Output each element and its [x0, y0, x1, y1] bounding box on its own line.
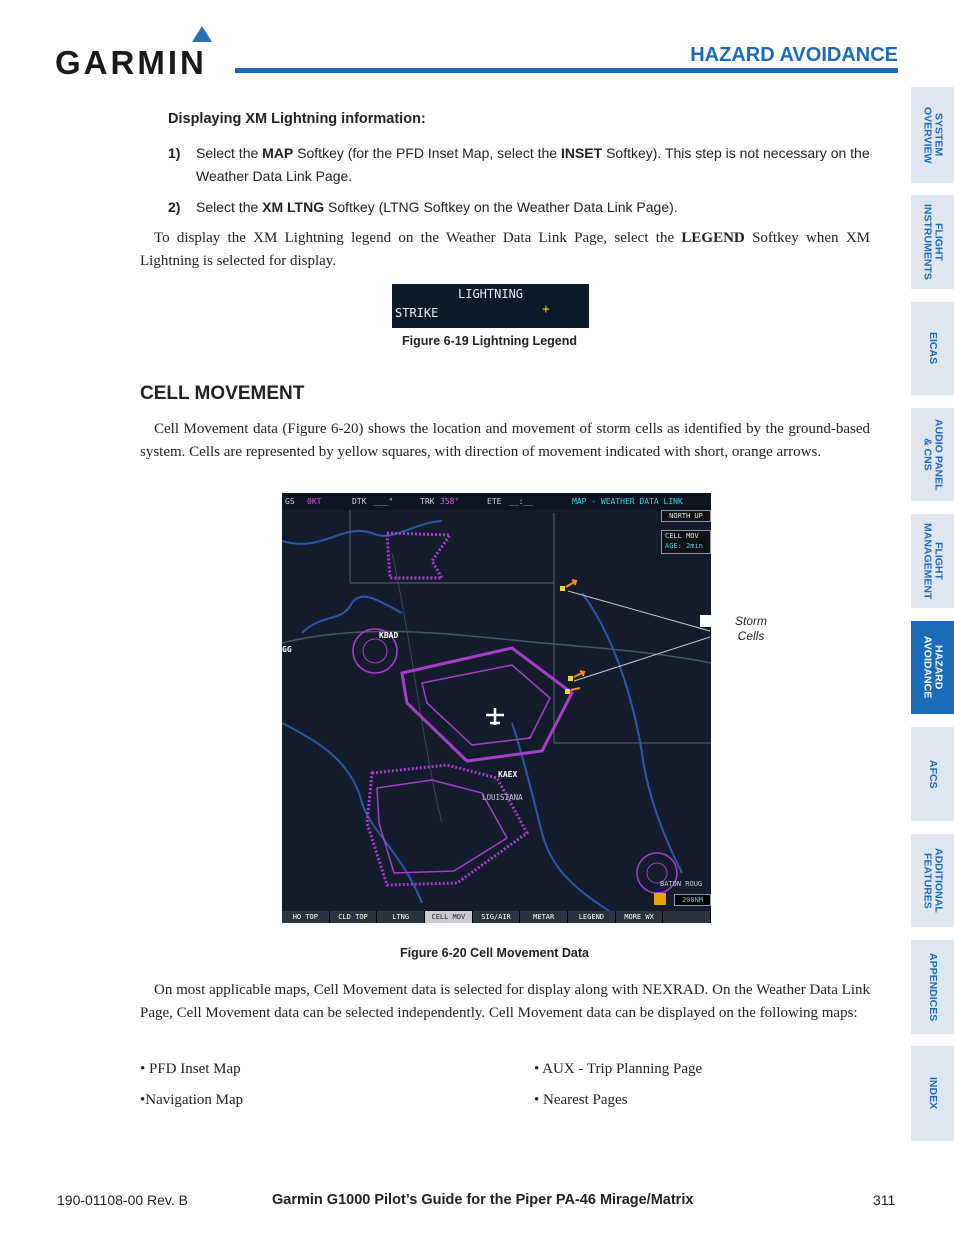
section-title: HAZARD AVOIDANCE — [690, 44, 898, 66]
ete-value: __:__ — [509, 497, 534, 506]
lightning-legend-figure — [392, 284, 589, 328]
tab-index[interactable] — [911, 1046, 954, 1141]
softkey-ho-top[interactable]: HO TOP — [282, 911, 329, 923]
dtk-value: ___° — [374, 497, 394, 506]
airport-label-gg: GG — [282, 645, 292, 654]
softkey-name: INSET — [560, 145, 603, 161]
cell-movement-paragraph: Cell Movement data (Figure 6-20) shows the location and movement of storm cells as identified by the ground-based system. Cells are represented by yellow squares, with direction of movement indicated with short, orange arrows. — [140, 421, 870, 460]
step-number: 2) — [168, 199, 181, 215]
list-item: • Nearest Pages — [534, 1092, 628, 1108]
figure-caption: Figure 6-19 Lightning Legend — [402, 334, 577, 348]
tab-label: HAZARD AVOIDANCE — [921, 636, 945, 699]
tab-label: EICAS — [927, 332, 939, 365]
map-status-bar — [282, 493, 711, 510]
legend-row-label: STRIKE — [395, 306, 439, 320]
softkey-more-wx[interactable]: MORE WX — [616, 911, 663, 923]
map-range: 200NM — [674, 894, 711, 906]
map-pan-icon — [654, 893, 666, 905]
step-number: 1) — [168, 145, 181, 161]
softkey-legend[interactable]: LEGEND — [568, 911, 615, 923]
tab-afcs[interactable] — [911, 727, 954, 821]
tab-additional-features[interactable] — [911, 834, 954, 927]
storm-cells-callout: Storm Cells — [734, 614, 767, 643]
airport-label-kaex: KAEX — [498, 770, 518, 779]
cell-mov-legend — [661, 530, 711, 554]
procedure-step-2 — [168, 196, 870, 219]
cell-mov-age: AGE: 2min — [665, 542, 703, 550]
footer-title: Garmin G1000 Pilot’s Guide for the Piper PA-46 Mirage/Matrix — [272, 1192, 694, 1208]
softkey-name: MAP — [262, 145, 294, 161]
tab-label: SYSTEM OVERVIEW — [921, 106, 945, 164]
city-label: BATON ROUG — [660, 880, 703, 888]
gs-label: GS — [285, 497, 295, 506]
para-text: To display the XM Lightning legend on the Weather Data Link Page, select the — [154, 230, 682, 246]
para-text: Softkey when XM Lightning is selected for display. — [140, 230, 870, 269]
step-text-part: Softkey). This step is not necessary on the Weather Data Link Page. — [196, 145, 870, 184]
header-rule — [235, 68, 898, 73]
step-text-part: Softkey (LTNG Softkey on the Weather Data Link Page). — [324, 199, 678, 215]
step-text — [196, 142, 870, 187]
cell-mov-label: CELL MOV — [665, 532, 699, 540]
step-text-part: Select the — [196, 199, 263, 215]
weather-map-figure — [282, 493, 711, 923]
tab-audio-panel-cns[interactable] — [911, 408, 954, 501]
softkey-bar — [282, 911, 711, 923]
trk-value: 358° — [440, 497, 460, 506]
gs-value: 0KT — [307, 497, 322, 506]
dtk-label: DTK — [352, 497, 367, 506]
legend-title: LIGHTNING — [458, 287, 524, 301]
legend-paragraph — [140, 227, 870, 272]
list-item: • PFD Inset Map — [140, 1061, 241, 1077]
tab-appendices[interactable] — [911, 940, 954, 1034]
procedure-step-1 — [168, 142, 870, 187]
tab-flight-management[interactable] — [911, 514, 954, 608]
softkey-name: XM LTNG — [262, 199, 325, 215]
tab-label: AFCS — [927, 759, 939, 789]
footer-doc-number: 190-01108-00 Rev. B — [57, 1192, 189, 1208]
tab-label: ADDITIONAL FEATURES — [921, 848, 945, 913]
softkey-sig-air[interactable]: SIG/AIR — [473, 911, 520, 923]
softkey-ltng[interactable]: LTNG — [377, 911, 424, 923]
tab-label: FLIGHT INSTRUMENTS — [921, 204, 945, 280]
trk-label: TRK — [420, 497, 435, 506]
tab-system-overview[interactable] — [911, 87, 954, 183]
closing-paragraph: On most applicable maps, Cell Movement data is selected for display along with NEXRAD. On the Weather Data Link Page, Cell Movement data can be selected independently. Cell Movement data can be displayed on the following maps: — [140, 982, 870, 1021]
softkey-blank[interactable] — [663, 911, 710, 923]
page-number: 311 — [873, 1192, 896, 1208]
map-graphic — [282, 493, 711, 923]
ete-label: ETE — [487, 497, 502, 506]
map-page-title: MAP - WEATHER DATA LINK — [572, 497, 683, 506]
tab-hazard-avoidance[interactable] — [911, 621, 954, 714]
tab-label: AUDIO PANEL & CNS — [921, 418, 945, 491]
garmin-logo — [55, 26, 220, 81]
callout-background — [700, 615, 711, 627]
logo-wordmark: GARMIN — [55, 44, 207, 81]
lightning-strike-icon: + — [542, 302, 550, 317]
tab-flight-instruments[interactable] — [911, 195, 954, 289]
step-text — [196, 196, 870, 219]
procedure-heading: Displaying XM Lightning information: — [168, 111, 426, 127]
tab-label: APPENDICES — [927, 952, 939, 1022]
softkey-name: LEGEND — [681, 230, 745, 246]
tab-eicas[interactable] — [911, 302, 954, 395]
list-item: •Navigation Map — [140, 1092, 244, 1108]
state-label: LOUISIANA — [482, 793, 523, 802]
section-heading: CELL MOVEMENT — [140, 383, 305, 404]
north-up-indicator: NORTH UP — [661, 510, 711, 522]
figure-caption: Figure 6-20 Cell Movement Data — [400, 946, 589, 960]
step-text-part: Select the — [196, 145, 263, 161]
tab-label: INDEX — [927, 1077, 939, 1110]
softkey-cell-mov[interactable]: CELL MOV — [425, 911, 472, 923]
airport-label-kbad: KBAD — [379, 631, 399, 640]
logo-triangle-icon — [192, 26, 212, 42]
softkey-metar[interactable]: METAR — [520, 911, 567, 923]
tab-label: FLIGHT MANAGEMENT — [921, 522, 945, 600]
softkey-cld-top[interactable]: CLD TOP — [330, 911, 377, 923]
list-item: • AUX - Trip Planning Page — [534, 1061, 703, 1077]
step-text-part: Softkey (for the PFD Inset Map, select the — [293, 145, 561, 161]
